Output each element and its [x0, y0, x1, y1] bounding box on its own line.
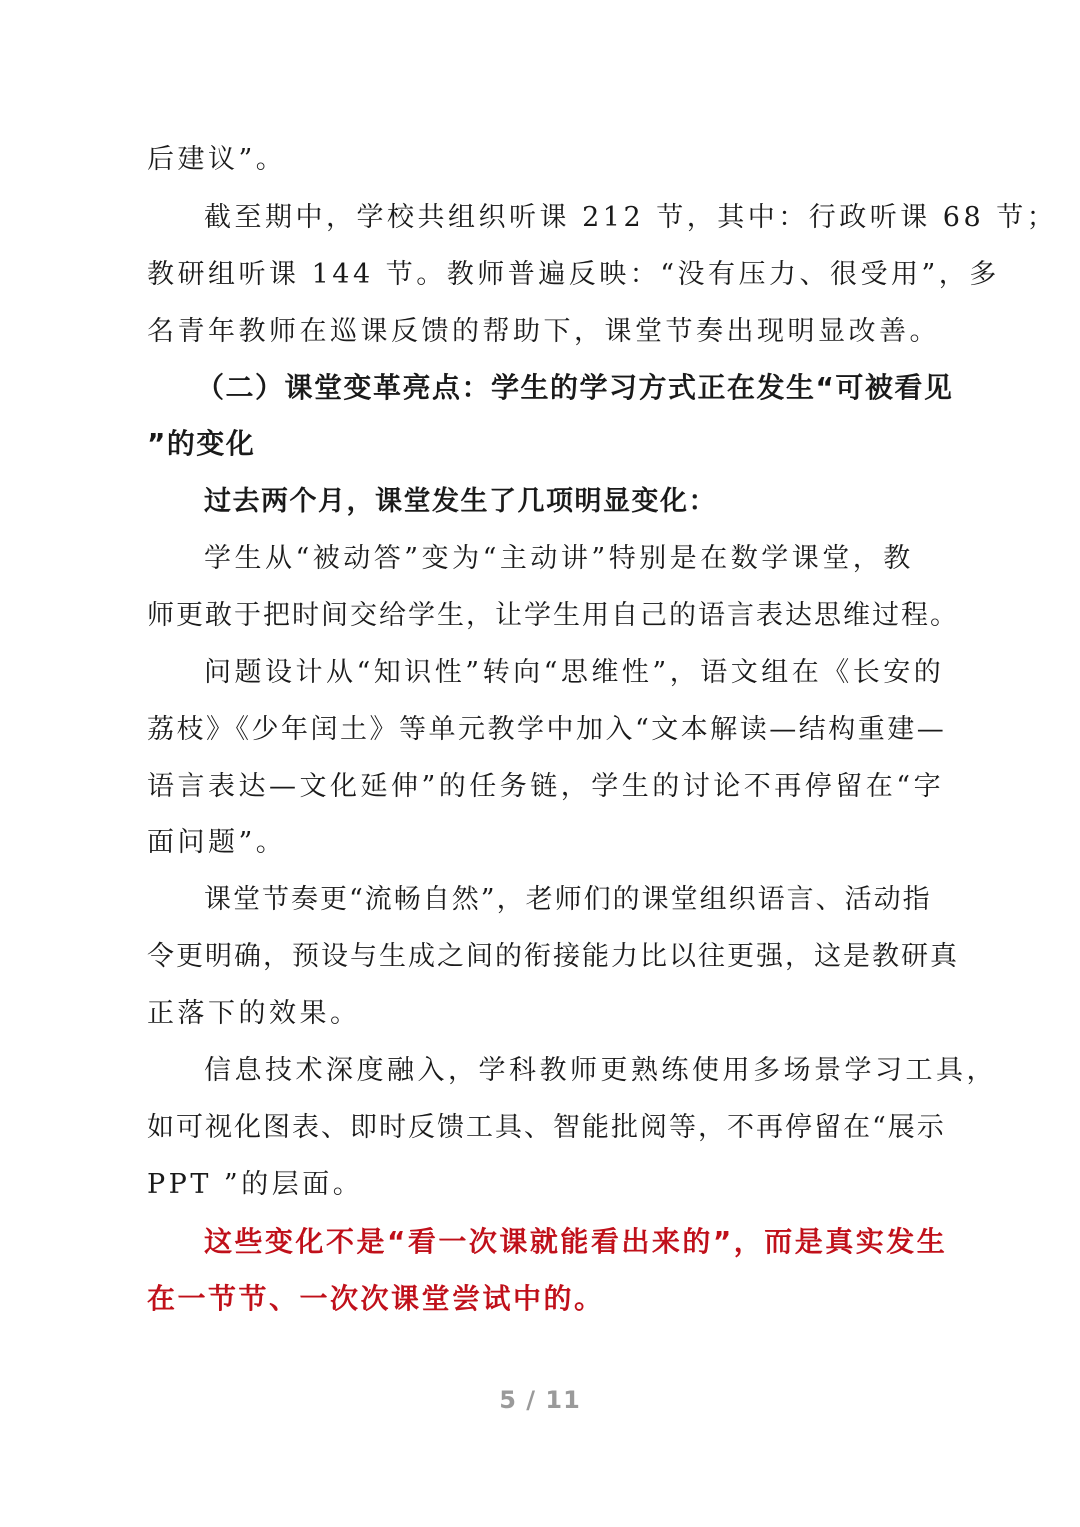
- paragraph-line: 面问题”。: [147, 827, 287, 858]
- paragraph-line: 名青年教师在巡课反馈的帮助下，课堂节奏出现明显改善。: [147, 316, 940, 347]
- paragraph-line: 语言表达—文化延伸”的任务链，学生的讨论不再停留在“字: [147, 771, 945, 802]
- paragraph-line: 学生从“被动答”变为“主动讲”特别是在数学课堂，教: [204, 543, 914, 574]
- paragraph-line: 令更明确，预设与生成之间的衔接能力比以往更强，这是教研真: [147, 941, 959, 972]
- paragraph-line: 截至期中，学校共组织听课 212 节，其中：行政听课 68 节；: [204, 202, 1058, 233]
- paragraph-line: 教研组听课 144 节。教师普遍反映：“没有压力、很受用”，多: [147, 259, 1000, 290]
- section-heading-continued: ”的变化: [147, 427, 256, 460]
- highlight-line: 在一节节、一次次课堂尝试中的。: [147, 1282, 605, 1315]
- highlight-line: 这些变化不是“看一次课就能看出来的”，而是真实发生: [204, 1225, 948, 1258]
- paragraph-line: 如可视化图表、即时反馈工具、智能批阅等，不再停留在“展示: [147, 1112, 946, 1143]
- paragraph-line: 后建议”。: [147, 144, 287, 175]
- paragraph-line: 问题设计从“知识性”转向“思维性”，语文组在《长安的: [204, 657, 945, 688]
- intro-line: 过去两个月，课堂发生了几项明显变化：: [204, 486, 717, 517]
- page-indicator: 5 / 11: [499, 1386, 581, 1414]
- paragraph-line: 师更敢于把时间交给学生，让学生用自己的语言表达思维过程。: [147, 600, 959, 631]
- section-heading: （二）课堂变革亮点：学生的学习方式正在发生“可被看见: [196, 371, 954, 404]
- paragraph-line: 课堂节奏更“流畅自然”，老师们的课堂组织语言、活动指: [204, 884, 932, 915]
- paragraph-line: 正落下的效果。: [147, 998, 361, 1029]
- paragraph-line: 荔枝》《少年闰土》等单元教学中加入“文本解读—结构重建—: [147, 714, 947, 745]
- paragraph-line: 信息技术深度融入，学科教师更熟练使用多场景学习工具，: [204, 1055, 997, 1086]
- paragraph-line: PPT ”的层面。: [147, 1169, 364, 1200]
